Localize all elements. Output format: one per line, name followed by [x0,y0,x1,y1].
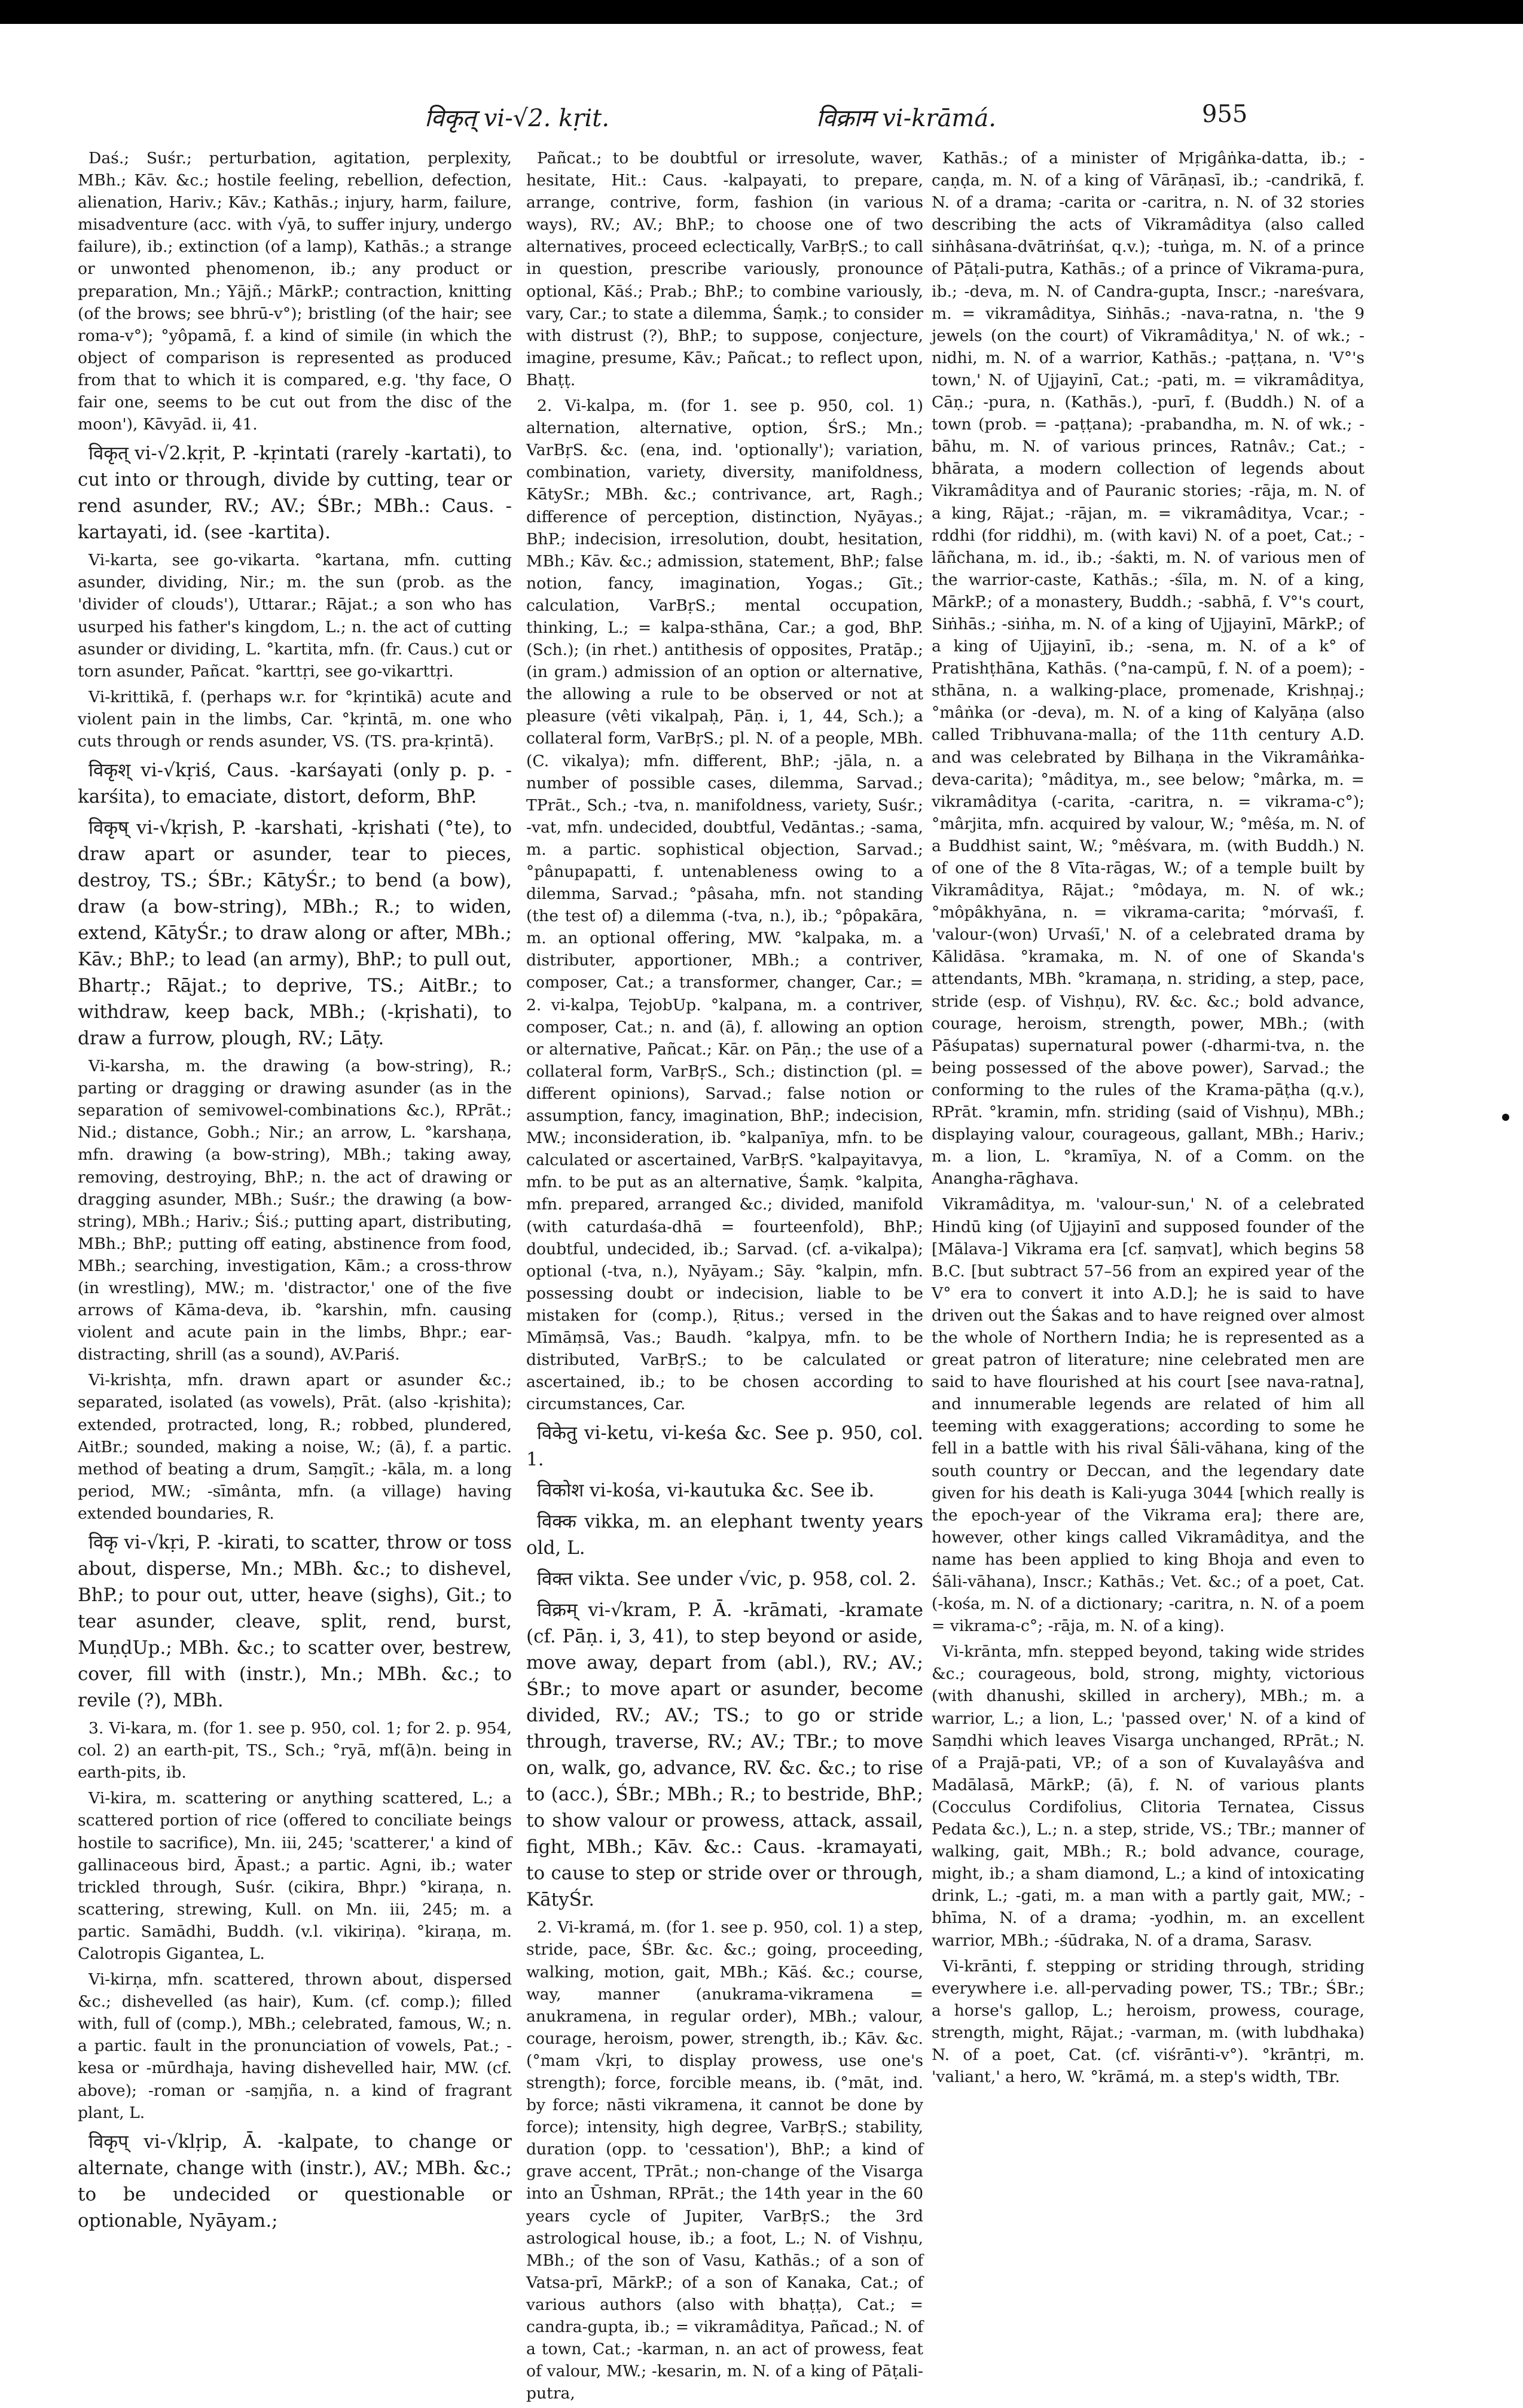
entry: विक्क vikka, m. an elephant twenty years old, L. [526,1511,923,1559]
entry: Vi-karsha, m. the drawing (a bow-string), R.; parting or dragging or drawing asunder (as in the separation of semivowel-combinations &c.), RPrāt.; Nid.; distance, Gobh.; Nir.; an arrow, L. °karshaṇa, mfn. drawing (a bow-string), MBh.; taking away, removing, destroying, BhP.; n. the act of drawing or dragging asunder, MBh.; Suśr.; the drawing (a bow-string), MBh.; Hariv.; Śiś.; putting apart, distributing, MBh.; BhP.; putting off eating, abstinence from food, MBh.; searching, investigation, Kām.; a cross-throw (in wrestling), MW.; m. 'distractor,' one of the five arrows of Kāma-deva, ib. °karshin, mfn. causing violent and acute pain in the limbs, Bhpr.; ear-distracting, shrill (as a sound), AV.Pariś. [78,1057,512,1364]
page-number: 955 [1202,100,1248,128]
header-left-headword: विकृत् vi-√2. kṛit. [425,105,610,132]
entry: Pañcat.; to be doubtful or irresolute, waver, hesitate, Hit.: Caus. -kalpayati, to prepare, arrange, contrive, form, fashion (in various ways), RV.; AV.; BhP.; to choose one of two alternatives, proceed eclectically, VarBṛS.; to call in question, prescribe variously, pronounce optional, Kāś.; Prab.; BhP.; to combine variously, vary, Car.; to state a dilemma, Śaṃk.; to consider with distrust (?), BhP.; to suppose, conjecture, imagine, presume, Kāv.; Pañcat.; to reflect upon, Bhaṭṭ. [526,149,923,389]
entry: विक्रम् vi-√kram, P. Ā. -krāmati, -kramate (cf. Pāṇ. i, 3, 41), to step beyond or aside, move away, depart from (abl.), RV.; AV.; ŚBr.; to move apart or asunder, become divided, RV.; AV.; TS.; to go or stride through, traverse, RV.; AV.; TBr.; to move on, walk, go, advance, RV. &c. &c.; to rise to (acc.), ŚBr.; MBh.; R.; to bestride, BhP.; to show valour or prowess, attack, assail, fight, MBh.; Kāv. &c.: Caus. -kramayati, to cause to step or stride over or through, KātyŚr. [526,1599,923,1911]
entry: विकृष् vi-√kṛish, P. -karshati, -kṛishati (°te), to draw apart or asunder, tear to pieces, destroy, TS.; ŚBr.; KātyŚr.; to bend (a bow), draw (a bow-string), MBh.; R.; to widen, extend, KātyŚr.; to draw along or after, MBh.; Kāv.; BhP.; to lead (an army), BhP.; to pull out, Bhartṛ.; Rājat.; to deprive, TS.; AitBr.; to withdraw, keep back, MBh.; (-kṛishati), to draw a furrow, plough, RV.; Lāṭy. [78,817,512,1050]
top-border [0,0,1523,24]
entry: Vi-kira, m. scattering or anything scattered, L.; a scattered portion of rice (offered to conciliate beings hostile to sacrifice), Mn. iii, 245; 'scatterer,' a kind of gallinaceous bird, Āpast.; a partic. Agni, ib.; water trickled through, Suśr. (cikira, Bhpr.) °kiraṇa, n. scattering, strewing, Kull. on Mn. iii, 245; m. a partic. Samādhi, Buddh. (v.l. vikiriṇa). °kiraṇa, m. Calotropis Gigantea, L. [78,1789,512,1963]
entry: Daś.; Suśr.; perturbation, agitation, perplexity, MBh.; Kāv. &c.; hostile feeling, rebellion, defection, alienation, Hariv.; Kāv.; Kathās.; injury, harm, failure, misadventure (acc. with √yā, to suffer injury, undergo failure), ib.; extinction (of a lamp), Kathās.; a strange or unwonted phenomenon, ib.; any product or preparation, Mn.; Yājñ.; MārkP.; contraction, knitting (of the brows; see bhrū-v°); bristling (of the hair; see roma-v°); °yôpamā, f. a kind of simile (in which the object of comparison is represented as produced from that to which it is compared, e.g. 'thy face, O fair one, seems to be cut out from the disc of the moon'), Kāvyād. ii, 41. [78,149,512,434]
entry: Vi-karta, see go-vikarta. °kartana, mfn. cutting asunder, dividing, Nir.; m. the sun (prob. as the 'divider of clouds'), Uttarar.; Rājat.; a son who has usurped his father's kingdom, L.; n. the act of cutting asunder or dividing, L. °kartita, mfn. (fr. Caus.) cut or torn asunder, Pañcat. °karttṛi, see go-vikarttṛi. [78,551,512,681]
entry: Vi-kirṇa, mfn. scattered, thrown about, dispersed &c.; dishevelled (as hair), Kum. (cf. comp.); filled with, full of (comp.), MBh.; celebrated, famous, W.; n. a partic. fault in the pronunciation of vowels, Pat.; -kesa or -mūrdhaja, having dishevelled hair, MW. (cf. above); -roman or -saṃjña, n. a kind of fragrant plant, L. [78,1970,512,2122]
entry: Vi-krittikā, f. (perhaps w.r. for °kṛintikā) acute and violent pain in the limbs, Car. °kṛintā, m. one who cuts through or rends asunder, VS. (TS. pra-kṛintā). [78,687,512,751]
entry: विकोश vi-kośa, vi-kautuka &c. See ib. [537,1480,875,1502]
entry: Vi-krishṭa, mfn. drawn apart or asunder &c.; separated, isolated (as vowels), Prāt. (also -kṛishita); extended, protracted, long, R.; robbed, plundered, AitBr.; sounded, making a noise, W.; (ā), f. a partic. method of beating a drum, Saṃgīt.; -kāla, m. a long period, MW.; -sīmânta, mfn. (a village) having extended boundaries, R. [78,1371,512,1523]
entry: Vi-krānta, mfn. stepped beyond, taking wide strides &c.; courageous, bold, strong, mighty, victorious (with dhanushi, skilled in archery), MBh.; m. a warrior, L.; a lion, L.; 'passed over,' N. of a kind of Saṃdhi which leaves Visarga unchanged, RPrāt.; N. of a Prajā-pati, VP.; of a son of Kuvalayâśva and Madālasā, MārkP.; (ā), f. N. of various plants (Cocculus Cordifolius, Clitoria Ternatea, Cissus Pedata &c.), L.; n. a step, stride, VS.; TBr.; manner of walking, gait, MBh.; R.; bold advance, courage, might, ib.; a sham diamond, L.; a kind of intoxicating drink, L.; -gati, m. a man with a partly gait, MW.; -bhīma, N. of a drama; -yodhin, m. an excellent warrior, MBh.; -śūdraka, N. of a drama, Sarasv. [932,1642,1365,1950]
entry: Vi-krānti, f. stepping or striding through, striding everywhere i.e. all-pervading power, TS.; TBr.; ŚBr.; a horse's gallop, L.; heroism, prowess, courage, strength, might, Rājat.; -varman, m. (with lubdhaka) N. of a poet, Cat. (cf. viśrānti-v°). °krāntṛi, m. 'valiant,' a hero, W. °krāmá, m. a step's width, TBr. [932,1956,1365,2087]
entry: विकृत् vi-√2.kṛit, P. -kṛintati (rarely -kartati), to cut into or through, divide by cutting, tear or rend asunder, RV.; AV.; ŚBr.; MBh.: Caus. -kartayati, id. (see -kartita). [78,443,512,544]
entry: Kathās.; of a minister of Mṛigâṅka-datta, ib.; -caṇḍa, m. N. of a king of Vārāṇasī, ib.; -candrikā, f. N. of a drama; -carita or -caritra, n. N. of 32 stories describing the acts of Vikramâditya (also called siṅhâsana-dvātriṅśat, q.v.); -tuṅga, m. N. of a prince of Pāṭali-putra, Kathās.; of a prince of Vikrama-pura, ib.; -deva, m. N. of Candra-gupta, Inscr.; -nareśvara, m. = vikramâditya, Siṅhās.; -nava-ratna, n. 'the 9 jewels (on the court) of Vikramâditya,' N. of wk.; -nidhi, m. N. of a warrior, Kathās.; -paṭṭana, n. 'V°'s town,' N. of Ujjayinī, Cat.; -pati, m. = vikramâditya, Cāṇ.; -pura, n. (Kathās.), -purī, f. (Buddh.) N. of a town (prob. = -paṭṭana); -prabandha, m. N. of wk.; -bāhu, m. N. of various princes, Ratnâv.; Cat.; -bhārata, a modern collection of legends about Vikramâditya and of Pauranic stories; -rāja, m. N. of a king, Rājat.; -rājan, m. = vikramâditya, Vcar.; -rddhi (for riddhi), m. (with kavi) N. of a poet, Cat.; -lāñchana, m. id., ib.; -śakti, m. N. of various men of the warrior-caste, Kathās.; -śīla, m. N. of a king, MārkP.; of a monastery, Buddh.; -sabhā, f. V°'s court, Siṅhās.; -siṅha, m. N. of a king of Ujjayinī, MārkP.; of a king of Ujjayinī, ib.; -sena, m. N. of a k° of Pratishṭhāna, Kathās. (°na-campū, f. N. of a poem); -sthāna, n. a walking-place, promenade, Krishṇaj.; °mâṅka (or -deva), m. N. of a king of Kalyāṇa (also called Tribhuvana-malla; of the 11th century A.D. and was celebrated by Bilhaṇa in the Vikramâṅka-deva-carita); °mâditya, m., see below; °mârka, m. = vikramâditya (-carita, -caritra, n. = vikrama-c°); °mârjita, mfn. acquired by valour, W.; °mêśa, m. N. of a Buddhist saint, W.; °mêśvara, m. (with Buddh.) N. of one of the 8 Vīta-rāgas, W.; of a temple built by Vikramâditya, Rājat.; °môdaya, m. N. of wk.; °môpâkhyāna, n. = vikrama-carita; °mórvaśī, f. 'valour-(won) Urvaśī,' N. of a celebrated drama by Kālidāsa. °kramaka, m. N. of one of Skanda's attendants, MBh. °kramaṇa, n. striding, a step, pace, stride (esp. of Vishṇu), RV. &c. &c.; bold advance, courage, heroism, strength, power, MBh.; (with Pāśupatas) supernatural power (-dharmi-tva, n. the being possessed of the above power), Sarvad.; the conforming to the rules of the Krama-pāṭha (q.v.), RPrāt. °kramin, mfn. striding (said of Vishṇu), MBh.; displaying valour, courageous, gallant, MBh.; Hariv.; m. a lion, L. °kramīya, N. of a Comm. on the Anangha-rāghava. [932,149,1365,1188]
header-center-headword: विक्राम vi-krāmá. [816,105,996,132]
entry: 3. Vi-kara, m. (for 1. see p. 950, col. 1; for 2. p. 954, col. 2) an earth-pit, TS., Sch.; °ryā, mf(ā)n. being in earth-pits, ib. [78,1719,512,1782]
entry: विकेतु vi-ketu, vi-keśa &c. See p. 950, col. 1. [526,1422,923,1471]
entry: विकृश् vi-√kṛiś, Caus. -karśayati (only p. p. -karśita), to emaciate, distort, deform, BhP. [78,760,512,808]
entry: विकृ vi-√kṛi, P. -kirati, to scatter, throw or toss about, disperse, Mn.; MBh. &c.; to dishevel, BhP.; to pour out, utter, heave (sighs), Git.; to tear asunder, cleave, split, rend, burst, MuṇḍUp.; MBh. &c.; to scatter over, bestrew, cover, fill with (instr.), Mn.; MBh. &c.; to revile (?), MBh. [78,1532,512,1712]
entry: 2. Vi-kalpa, m. (for 1. see p. 950, col. 1) alternation, alternative, option, ŚrS.; Mn.; VarBṛS. &c. (ena, ind. 'optionally'); variation, combination, variety, diversity, manifoldness, KātySr.; MBh. &c.; contrivance, art, Ragh.; difference of perception, distinction, Nyāyas.; BhP.; indecision, irresolution, doubt, hesitation, MBh.; Kāv. &c.; admission, statement, BhP.; false notion, fancy, imagination, Yogas.; Gīt.; calculation, VarBṛS.; mental occupation, thinking, L.; = kalpa-sthāna, Car.; a god, BhP. (Sch.); (in rhet.) antithesis of opposites, Pratāp.; (in gram.) admission of an option or alternative, the allowing a rule to be observed or not at pleasure (vêti vikalpaḥ, Pāṇ. i, 1, 44, Sch.); a collateral form, VarBṛS.; pl. N. of a people, MBh. (C. vikalya); mfn. different, BhP.; -jāla, n. a number of possible cases, dilemma, Sarvad.; TPrāt., Sch.; -tva, n. manifoldness, variety, Suśr.; -vat, mfn. undecided, doubtful, Vedāntas.; -sama, m. a partic. sophistical objection, Sarvad.; °pânupapatti, f. untenableness owing to a dilemma, Sarvad.; °pâsaha, mfn. not standing (the test of) a dilemma (-tva, n.), ib.; °pôpakāra, m. an optional offering, MW. °kalpaka, m. a distributer, apportioner, MBh.; a contriver, composer, Cat.; a transformer, changer, Car.; = 2. vi-kalpa, TejobUp. °kalpana, m. a contriver, composer, Cat.; n. and (ā), f. allowing an option or alternative, Pañcat.; Kār. on Pāṇ.; the use of a collateral form, VarBṛS., Sch.; distinction (pl. = different opinions), Sarvad.; false notion or assumption, fancy, imagination, BhP.; indecision, MW.; inconsideration, ib. °kalpanīya, mfn. to be calculated or ascertained, VarBṛS. °kalpayitavya, mfn. to be put as an alternative, Śaṃk. °kalpita, mfn. prepared, arranged &c.; divided, manifold (with caturdaśa-dhā = fourteenfold), BhP.; doubtful, undecided, ib.; Sarvad. (cf. a-vikalpa); optional (-tva, n.), Nyāyam.; Sāy. °kalpin, mfn. possessing doubt or indecision, liable to be mistaken for (comp.), Ṛitus.; versed in the Mīmāṃsā, Vas.; Baudh. °kalpya, mfn. to be distributed, VarBṛS.; to be calculated or ascertained, ib.; to be chosen according to circumstances, Car. [526,397,923,1414]
column-3 [932,147,1365,2092]
entry: Vikramâditya, m. 'valour-sun,' N. of a celebrated Hindū king (of Ujjayinī and supposed founder of the [Mālava-] Vikrama era [cf. saṃvat], which begins 58 B.C. [but subtract 57–56 from an expired year of the V° era to convert it into A.D.]; he is said to have driven out the Śakas and to have reigned over almost the whole of Northern India; he is represented as a great patron of literature; nine celebrated men are said to have flourished at his court [see nava-ratna], and innumerable legends are related of him all teeming with exaggerations; according to some he fell in a battle with his rival Śāli-vāhana, king of the south country or Deccan, and the legendary date given for his death is Kali-yuga 3044 [which really is the epoch-year of the Vikrama era]; there are, however, other kings called Vikramâditya, and the name has been applied to king Bhoja and even to Śāli-vāhana), Inscr.; Kathās.; Vet. &c.; of a poet, Cat. (-kośa, m. N. of a dictionary; -caritra, n. N. of a poem = vikrama-c°; -rāja, m. N. of a king). [932,1195,1365,1636]
entry: 2. Vi-kramá, m. (for 1. see p. 950, col. 1) a step, stride, pace, ŚBr. &c. &c.; going, proceeding, walking, motion, gait, MBh.; Kāś. &c.; course, way, manner (anukrama-vikramena = anukramena, in regular order), MBh.; valour, courage, heroism, power, strength, ib.; Kāv. &c. (°mam √kṛi, to display prowess, use one's strength); force, forcible means, ib. (°māt, ind. by force; nāsti vikramena, it cannot be done by force); intensity, high degree, VarBṛS.; stability, duration (opp. to 'cessation'), BhP.; a kind of grave accent, TPrāt.; non-change of the Visarga into an Ūshman, RPrāt.; the 14th year in the 60 years cycle of Jupiter, VarBṛS.; the 3rd astrological house, ib.; a foot, L.; N. of Vishṇu, MBh.; of the son of Vasu, Kathās.; of a son of Vatsa-prī, MārkP.; of a son of Kanaka, Cat.; of various authors (also with bhaṭṭa), Cat.; = candra-gupta, ib.; = vikramâditya, Pañcad.; N. of a town, Cat.; -karman, n. an act of prowess, feat of valour, MW.; -kesarin, m. N. of a king of Pāṭali-putra, [526,1918,923,2403]
column-1 [78,147,512,2238]
column-2 [526,147,923,2408]
margin-dot [1502,1114,1509,1121]
page-header [0,100,1523,136]
entry: विक्त vikta. See under √vic, p. 958, col. 2. [537,1568,917,1590]
entry: विकृप् vi-√klṛip, Ā. -kalpate, to change or alternate, change with (instr.), AV.; MBh. &c.; to be undecided or questionable or optionable, Nyāyam.; [78,2130,512,2232]
